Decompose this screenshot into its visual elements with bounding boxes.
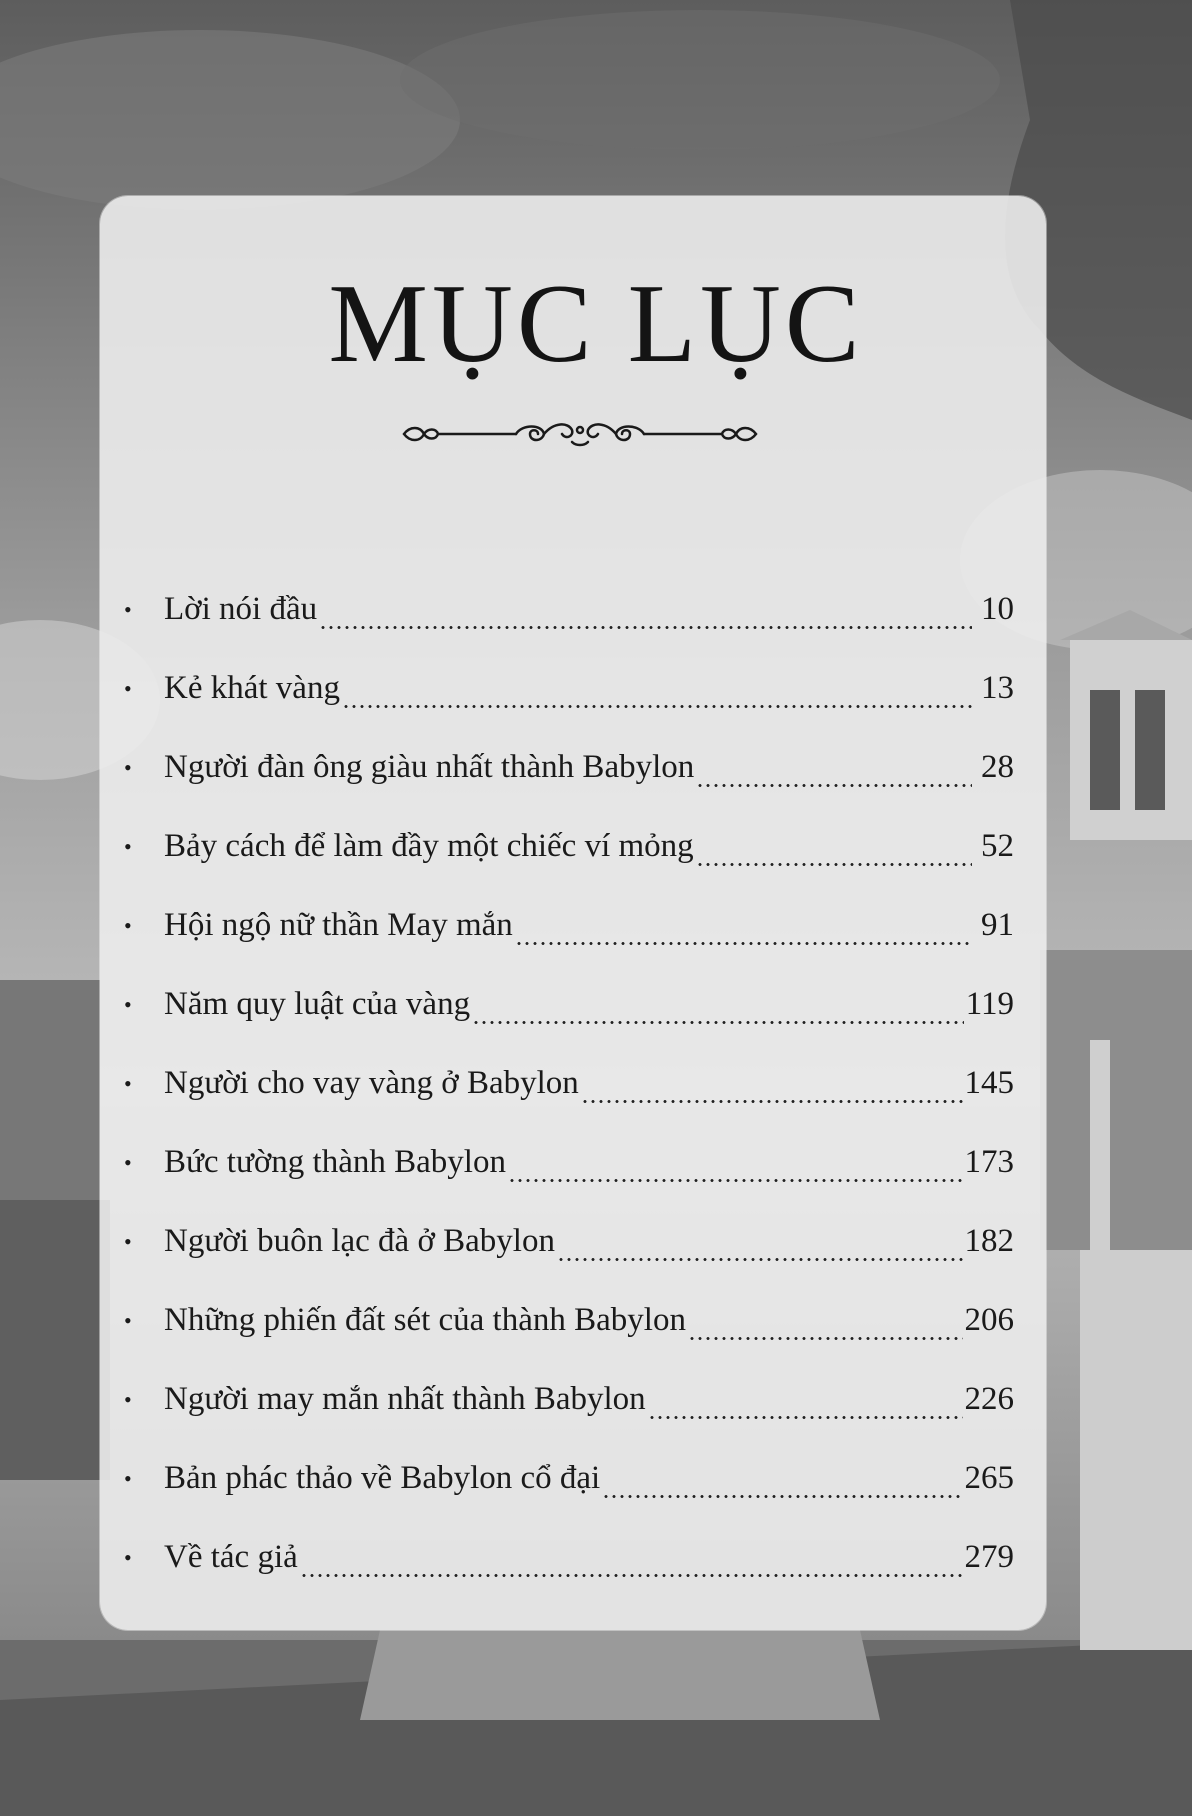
toc-entry[interactable] (124, 1202, 1014, 1281)
bullet-icon: • (124, 1465, 132, 1491)
toc-entry[interactable] (124, 1281, 1014, 1360)
bullet-icon: • (124, 1544, 132, 1570)
bullet-icon: • (124, 1386, 132, 1412)
dot-leader (319, 626, 972, 629)
dot-leader (581, 1100, 963, 1103)
dot-leader (300, 1574, 963, 1577)
table-of-contents (124, 570, 1014, 1597)
toc-entry-page: 173 (964, 1144, 1014, 1180)
dot-leader (602, 1495, 962, 1498)
toc-entry-title: Bức tường thành Babylon (164, 1144, 506, 1180)
toc-entry-title: Những phiến đất sét của thành Babylon (164, 1302, 686, 1338)
toc-entry-page: 226 (964, 1381, 1014, 1417)
toc-entry[interactable] (124, 807, 1014, 886)
toc-entry-page: 279 (964, 1539, 1014, 1575)
toc-entry-page: 145 (964, 1065, 1014, 1101)
toc-entry-page: 13 (981, 670, 1014, 706)
toc-entry-title: Người may mắn nhất thành Babylon (164, 1381, 646, 1417)
toc-entry-title: Người buôn lạc đà ở Babylon (164, 1223, 555, 1259)
bullet-icon: • (124, 833, 132, 859)
page-title: MỤC LỤC (328, 262, 864, 386)
bullet-icon: • (124, 1149, 132, 1175)
toc-entry[interactable] (124, 1044, 1014, 1123)
toc-entry-page: 28 (981, 749, 1014, 785)
bullet-icon: • (124, 754, 132, 780)
toc-entry-page: 52 (981, 828, 1014, 864)
dot-leader (696, 784, 972, 787)
dot-leader (472, 1021, 964, 1024)
toc-entry-title: Kẻ khát vàng (164, 670, 340, 706)
bullet-icon: • (124, 991, 132, 1017)
toc-entry[interactable] (124, 570, 1014, 649)
toc-entry[interactable] (124, 965, 1014, 1044)
dot-leader (648, 1416, 963, 1419)
toc-entry[interactable] (124, 1123, 1014, 1202)
toc-entry[interactable] (124, 1360, 1014, 1439)
bullet-icon: • (124, 675, 132, 701)
dot-leader (557, 1258, 963, 1261)
toc-entry-title: Hội ngộ nữ thần May mắn (164, 907, 513, 943)
toc-entry-title: Người đàn ông giàu nhất thành Babylon (164, 749, 695, 785)
toc-entry-title: Lời nói đầu (164, 591, 318, 627)
toc-entry-page: 119 (965, 986, 1014, 1022)
toc-entry[interactable] (124, 1439, 1014, 1518)
bullet-icon: • (124, 1307, 132, 1333)
toc-entry-title: Người cho vay vàng ở Babylon (164, 1065, 579, 1101)
toc-entry-title: Bảy cách để làm đầy một chiếc ví mỏng (164, 828, 694, 864)
toc-entry[interactable] (124, 728, 1014, 807)
bullet-icon: • (124, 1228, 132, 1254)
toc-entry-title: Về tác giả (164, 1539, 298, 1575)
toc-entry-page: 265 (964, 1460, 1014, 1496)
dot-leader (696, 863, 972, 866)
toc-entry-page: 206 (964, 1302, 1014, 1338)
toc-entry-page: 182 (964, 1223, 1014, 1259)
toc-entry[interactable] (124, 649, 1014, 728)
bullet-icon: • (124, 596, 132, 622)
toc-entry-title: Bản phác thảo về Babylon cổ đại (164, 1460, 601, 1496)
toc-entry-title: Năm quy luật của vàng (164, 986, 471, 1022)
toc-entry[interactable] (124, 1518, 1014, 1597)
bullet-icon: • (124, 1070, 132, 1096)
dot-leader (515, 942, 972, 945)
bullet-icon: • (124, 912, 132, 938)
dot-leader (508, 1179, 963, 1182)
dot-leader (688, 1337, 963, 1340)
toc-entry[interactable] (124, 886, 1014, 965)
toc-entry-page: 91 (981, 907, 1014, 943)
dot-leader (342, 705, 972, 708)
flourish-divider-icon (396, 416, 764, 452)
toc-entry-page: 10 (981, 591, 1014, 627)
